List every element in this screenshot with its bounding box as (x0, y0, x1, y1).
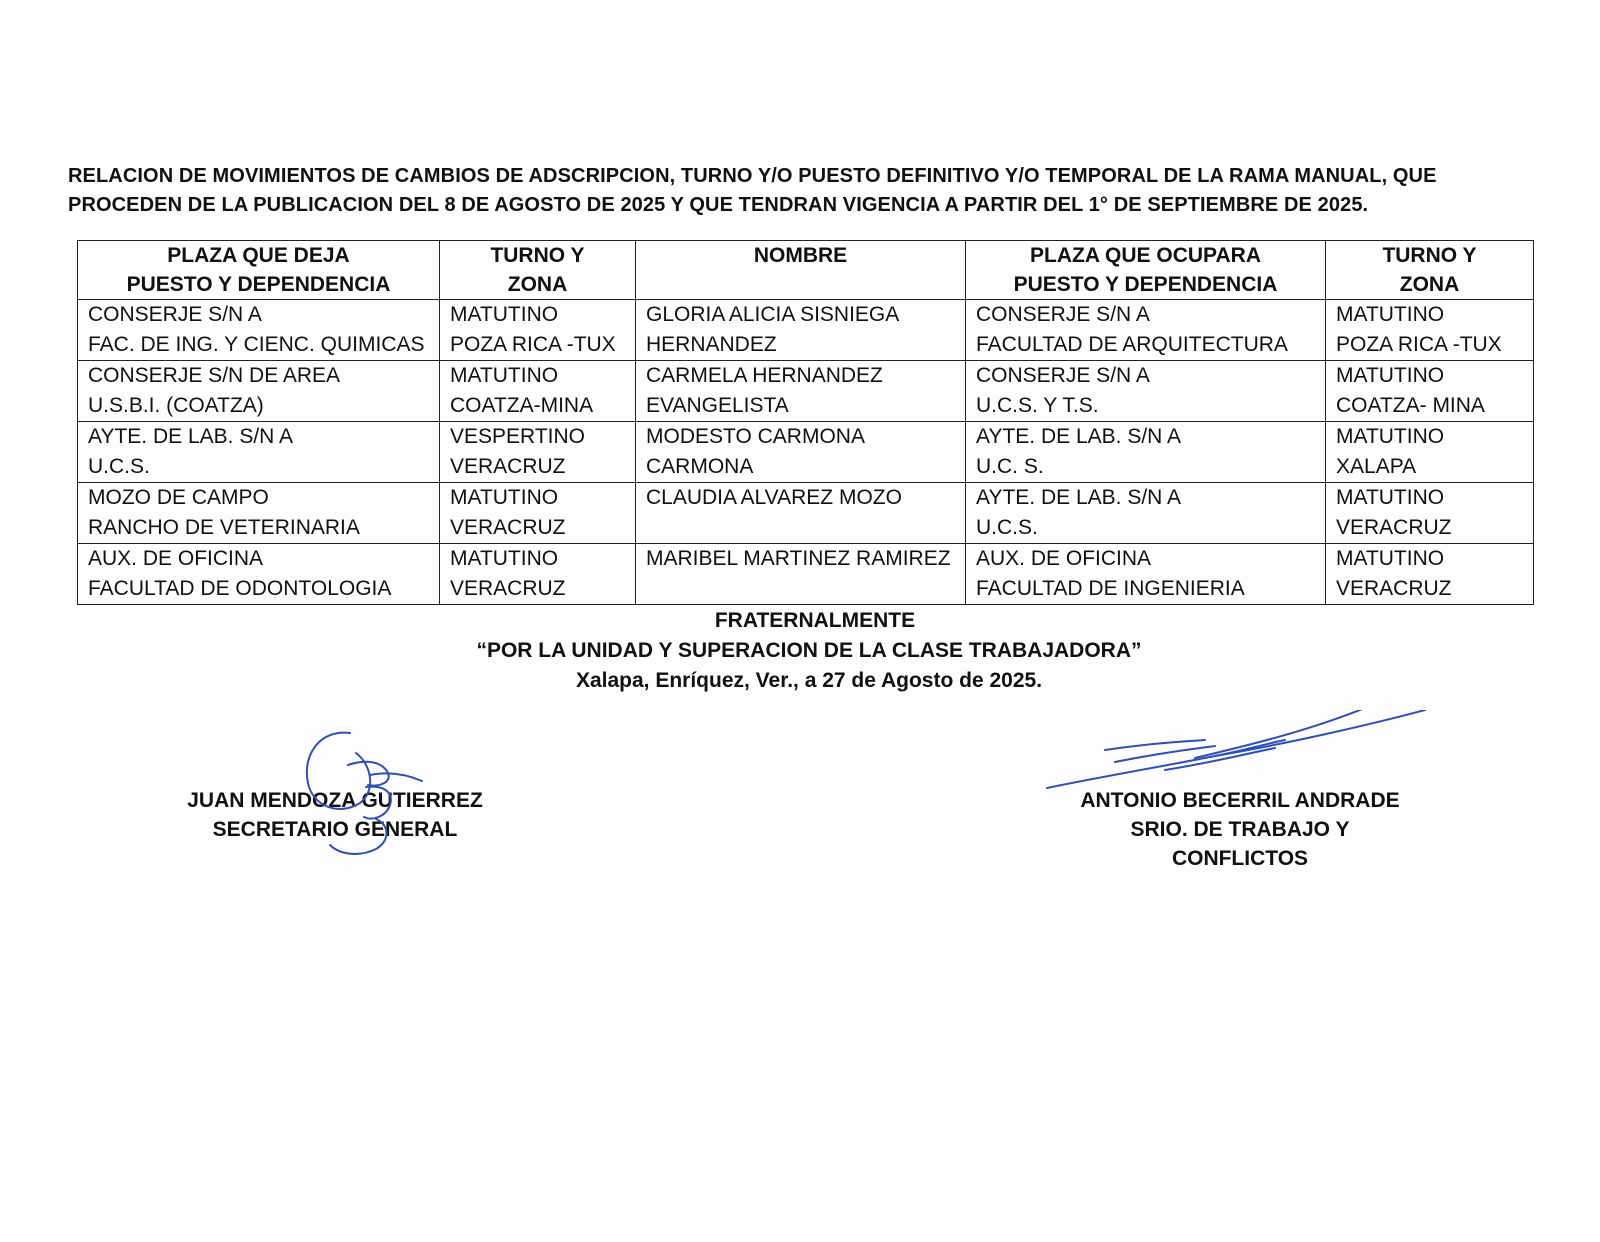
cell-plaza-deja: AYTE. DE LAB. S/N A U.C.S. (78, 422, 440, 483)
cell-nombre: GLORIA ALICIA SISNIEGA HERNANDEZ (636, 300, 966, 361)
cell-nombre: MODESTO CARMONA CARMONA (636, 422, 966, 483)
title-line-1: RELACION DE MOVIMIENTOS DE CAMBIOS DE ADSCRIPCION, TURNO Y/O PUESTO DEFINITIVO Y/O TEMPORAL DE LA RAMA MANUAL, QUE (68, 165, 1437, 187)
signature-block-left (185, 786, 485, 844)
cell-turno-zona: MATUTINO VERACRUZ (440, 483, 636, 544)
closing-motto: “POR LA UNIDAD Y SUPERACION DE LA CLASE TRABAJADORA” (476, 639, 1142, 662)
cell-turno-zona-nueva: MATUTINO COATZA- MINA (1326, 361, 1534, 422)
cell-plaza-deja: CONSERJE S/N A FAC. DE ING. Y CIENC. QUIMICAS (78, 300, 440, 361)
cell-plaza-deja: MOZO DE CAMPO RANCHO DE VETERINARIA (78, 483, 440, 544)
cell-turno-zona-nueva: MATUTINO XALAPA (1326, 422, 1534, 483)
header-plaza-deja: PLAZA QUE DEJA PUESTO Y DEPENDENCIA (78, 241, 440, 300)
cell-nombre: MARIBEL MARTINEZ RAMIREZ (636, 544, 966, 605)
closing-block (0, 606, 1600, 696)
movements-table (77, 240, 1534, 605)
table-row (78, 361, 1534, 422)
cell-nombre: CLAUDIA ALVAREZ MOZO (636, 483, 966, 544)
table-row (78, 422, 1534, 483)
signer-role-right: SRIO. DE TRABAJO Y CONFLICTOS (1130, 818, 1350, 870)
closing-salutation: FRATERNALMENTE (714, 609, 916, 632)
table-row (78, 300, 1534, 361)
signer-name-left: JUAN MENDOZA GUTIERREZ (187, 789, 483, 812)
closing-place-date: Xalapa, Enríquez, Ver., a 27 de Agosto de 2025. (575, 669, 1043, 692)
cell-plaza-deja: AUX. DE OFICINA FACULTAD DE ODONTOLOGIA (78, 544, 440, 605)
signer-role-left: SECRETARIO GENERAL (212, 818, 458, 841)
cell-turno-zona-nueva: MATUTINO VERACRUZ (1326, 483, 1534, 544)
cell-plaza-ocupara: AYTE. DE LAB. S/N A U.C. S. (966, 422, 1326, 483)
title-line-2: PROCEDEN DE LA PUBLICACION DEL 8 DE AGOSTO DE 2025 Y QUE TENDRAN VIGENCIA A PARTIR DEL 1° DE SEPTIEMBRE DE 2025. (68, 194, 1369, 216)
cell-plaza-ocupara: AUX. DE OFICINA FACULTAD DE INGENIERIA (966, 544, 1326, 605)
table-header-row (78, 241, 1534, 300)
cell-turno-zona: VESPERTINO VERACRUZ (440, 422, 636, 483)
cell-plaza-ocupara: AYTE. DE LAB. S/N A U.C.S. (966, 483, 1326, 544)
cell-turno-zona-nueva: MATUTINO POZA RICA -TUX (1326, 300, 1534, 361)
header-turno-zona: TURNO Y ZONA (440, 241, 636, 300)
cell-turno-zona: MATUTINO POZA RICA -TUX (440, 300, 636, 361)
table-row (78, 483, 1534, 544)
signature-block-right (1060, 786, 1420, 873)
header-turno-zona-nueva: TURNO Y ZONA (1326, 241, 1534, 300)
cell-turno-zona-nueva: MATUTINO VERACRUZ (1326, 544, 1534, 605)
cell-nombre: CARMELA HERNANDEZ EVANGELISTA (636, 361, 966, 422)
table-row (78, 544, 1534, 605)
cell-plaza-ocupara: CONSERJE S/N A FACULTAD DE ARQUITECTURA (966, 300, 1326, 361)
cell-plaza-ocupara: CONSERJE S/N A U.C.S. Y T.S. (966, 361, 1326, 422)
document-title (68, 162, 1528, 220)
signer-name-right: ANTONIO BECERRIL ANDRADE (1080, 789, 1400, 812)
cell-plaza-deja: CONSERJE S/N DE AREA U.S.B.I. (COATZA) (78, 361, 440, 422)
header-nombre: NOMBRE (636, 241, 966, 300)
cell-turno-zona: MATUTINO COATZA-MINA (440, 361, 636, 422)
header-plaza-ocupara: PLAZA QUE OCUPARA PUESTO Y DEPENDENCIA (966, 241, 1326, 300)
cell-turno-zona: MATUTINO VERACRUZ (440, 544, 636, 605)
